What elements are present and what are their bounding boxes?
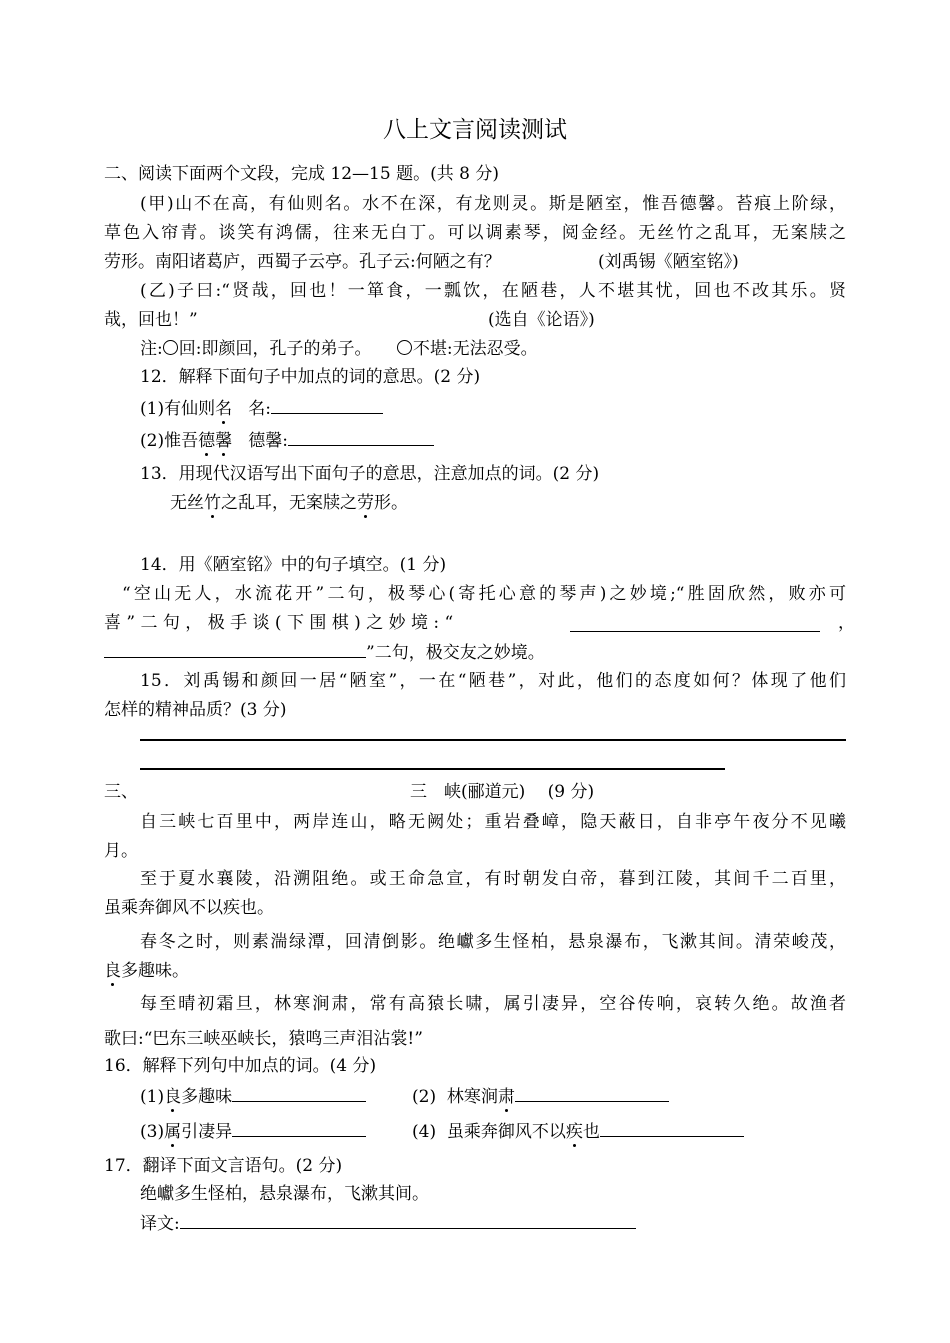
q16-dotted-word-2: 肃	[497, 1087, 515, 1107]
q14-line3	[104, 641, 545, 664]
passage-jia-line3: 劳形。南阳诸葛庐，西蜀子云亭。孔子云:何陋之有？	[104, 252, 501, 272]
q13-sentence-part: 无丝	[170, 493, 204, 513]
q17-translation	[140, 1212, 636, 1235]
q12-item2-prompt: 德馨:	[232, 431, 289, 451]
q16-item4	[412, 1120, 744, 1143]
q16-dotted-word-3: 属	[164, 1122, 182, 1142]
q16-item3-text: 引凄异	[181, 1122, 233, 1142]
q13-sentence-part: 之乱耳，无案牍之	[221, 493, 357, 513]
q15-line2: 怎样的精神品质？(3 分)	[104, 700, 287, 720]
footnote	[140, 338, 538, 360]
q12-stem: 12．解释下面句子中加点的词的意思。(2 分)	[140, 367, 481, 387]
passage-yi-line1: (乙)子曰:“贤哉，回也！一箪食，一瓢饮，在陋巷，人不堪其忧，回也不改其乐。贤	[140, 281, 846, 301]
q17-translation-label: 译文:	[140, 1214, 180, 1234]
q16-answer-blank-4[interactable]	[600, 1120, 744, 1137]
sanxia-p3-line2	[104, 960, 189, 982]
q13-sentence	[170, 492, 408, 514]
passage-jia-line2: 草色入帘青。谈笑有鸿儒，往来无白丁。可以调素琴，阅金经。无丝竹之乱耳，无案牍之	[104, 223, 846, 243]
sanxia-dotted-word: 良	[104, 961, 121, 981]
footnote-marker-1	[163, 340, 178, 355]
q16-item3	[140, 1120, 366, 1143]
footnote-prefix: 注:	[140, 339, 163, 359]
sanxia-p4-line1: 每至晴初霜旦，林寒涧肃，常有高猿长啸，属引凄异，空谷传响，哀转久绝。故渔者	[140, 994, 846, 1014]
passage-jia-source: (刘禹锡《陋室铭》)	[598, 252, 739, 272]
q17-answer-blank[interactable]	[180, 1212, 636, 1229]
q15-answer-line-2[interactable]	[140, 768, 725, 770]
q12-item1-text: (1)有仙则	[140, 399, 216, 419]
q17-sentence: 绝巘多生怪柏，悬泉瀑布，飞漱其间。	[140, 1184, 429, 1204]
footnote-2: 不堪:无法忍受。	[412, 339, 538, 359]
q14-line2	[104, 612, 855, 634]
sanxia-p1-line2: 月。	[104, 841, 138, 861]
section3-heading: 三 峡(郦道元) (9 分)	[410, 782, 595, 802]
q13-sentence-part: 形。	[374, 493, 408, 513]
passage-jia-line1: (甲)山不在高，有仙则名。水不在深，有龙则灵。斯是陋室，惟吾德馨。苔痕上阶绿，	[140, 194, 846, 214]
q15-line1: 15．刘禹锡和颜回一居“陋室”，一在“陋巷”，对此，他们的态度如何？体现了他们	[140, 671, 846, 691]
q14-line1: “空山无人，水流花开”二句，极琴心(寄托心意的琴声)之妙境;“胜固欣然，败亦可	[122, 584, 846, 604]
q12-dotted-word-2a: 德	[198, 431, 216, 451]
sanxia-p4-line2: 歌曰:“巴东三峡巫峡长，猿鸣三声泪沾裳!”	[104, 1029, 423, 1049]
q14-line2-text: 喜 ” 二 句 ， 极 手 谈 ( 下 围 棋 ) 之 妙 境 : “	[104, 613, 454, 633]
q16-item1-num: (1)	[140, 1087, 165, 1107]
sanxia-p3-line2-text: 多趣味。	[121, 961, 189, 981]
q15-answer-line-1[interactable]	[140, 739, 846, 741]
q13-dotted-word-2: 劳	[357, 493, 374, 513]
q16-item3-num: (3)	[140, 1122, 165, 1142]
q12-dotted-word-1: 名	[215, 399, 233, 419]
q12-item2	[140, 429, 434, 452]
q16-item1-text: 多趣味	[181, 1087, 233, 1107]
sanxia-p3-line1: 春冬之时，则素湍绿潭，回清倒影。绝巘多生怪柏，悬泉瀑布，飞漱其间。清荣峻茂，	[140, 932, 846, 952]
footnote-marker-2	[397, 340, 412, 355]
q16-answer-blank-3[interactable]	[232, 1120, 366, 1137]
sanxia-p1-line1: 自三峡七百里中，两岸连山，略无阙处；重岩叠嶂，隐天蔽日，自非亭午夜分不见曦	[140, 812, 846, 832]
q12-dotted-word-2b: 馨	[215, 431, 233, 451]
page-title: 八上文言阅读测试	[383, 117, 567, 143]
q16-item2	[412, 1085, 669, 1108]
q16-item4-text: (4) 虽乘奔御风不以	[412, 1122, 566, 1142]
section2-heading: 二、阅读下面两个文段，完成 12—15 题。(共 8 分)	[104, 164, 499, 184]
q12-item1	[140, 397, 383, 420]
q14-line3-text: ”二句，极交友之妙境。	[366, 643, 545, 663]
q16-dotted-word-4: 疾	[565, 1122, 583, 1142]
passage-yi-source: (选自《论语》)	[488, 310, 595, 330]
q12-answer-blank-2[interactable]	[288, 429, 434, 446]
q17-stem: 17．翻译下面文言语句。(2 分)	[104, 1156, 343, 1176]
section3-label: 三、	[104, 782, 138, 802]
q14-line2-comma: ，	[838, 613, 855, 633]
footnote-1: 回:即颜回，孔子的弟子。	[178, 339, 372, 359]
q14-stem: 14．用《陋室铭》中的句子填空。(1 分)	[140, 555, 447, 575]
q16-answer-blank-1[interactable]	[232, 1085, 366, 1102]
q12-item2-text: (2)惟吾	[140, 431, 199, 451]
q16-answer-blank-2[interactable]	[515, 1085, 669, 1102]
q16-item2-text: (2) 林寒涧	[412, 1087, 498, 1107]
q13-dotted-word-1: 竹	[204, 493, 221, 513]
q16-stem: 16．解释下列句中加点的词。(4 分)	[104, 1056, 377, 1076]
q16-item4-end: 也	[582, 1122, 600, 1142]
q12-answer-blank-1[interactable]	[271, 397, 383, 414]
q13-stem: 13．用现代汉语写出下面句子的意思，注意加点的词。(2 分)	[140, 464, 600, 484]
sanxia-p2-line1: 至于夏水襄陵，沿溯阻绝。或王命急宣，有时朝发白帝，暮到江陵，其间千二百里，	[140, 869, 846, 889]
q16-item1	[140, 1085, 366, 1108]
sanxia-p2-line2: 虽乘奔御风不以疾也。	[104, 898, 274, 918]
q16-dotted-word-1: 良	[164, 1087, 182, 1107]
q12-item1-prompt: 名:	[232, 399, 272, 419]
passage-yi-line2: 哉，回也！”	[104, 310, 198, 330]
q14-answer-blank-2[interactable]	[104, 641, 366, 658]
q14-answer-blank-1[interactable]	[570, 615, 820, 632]
